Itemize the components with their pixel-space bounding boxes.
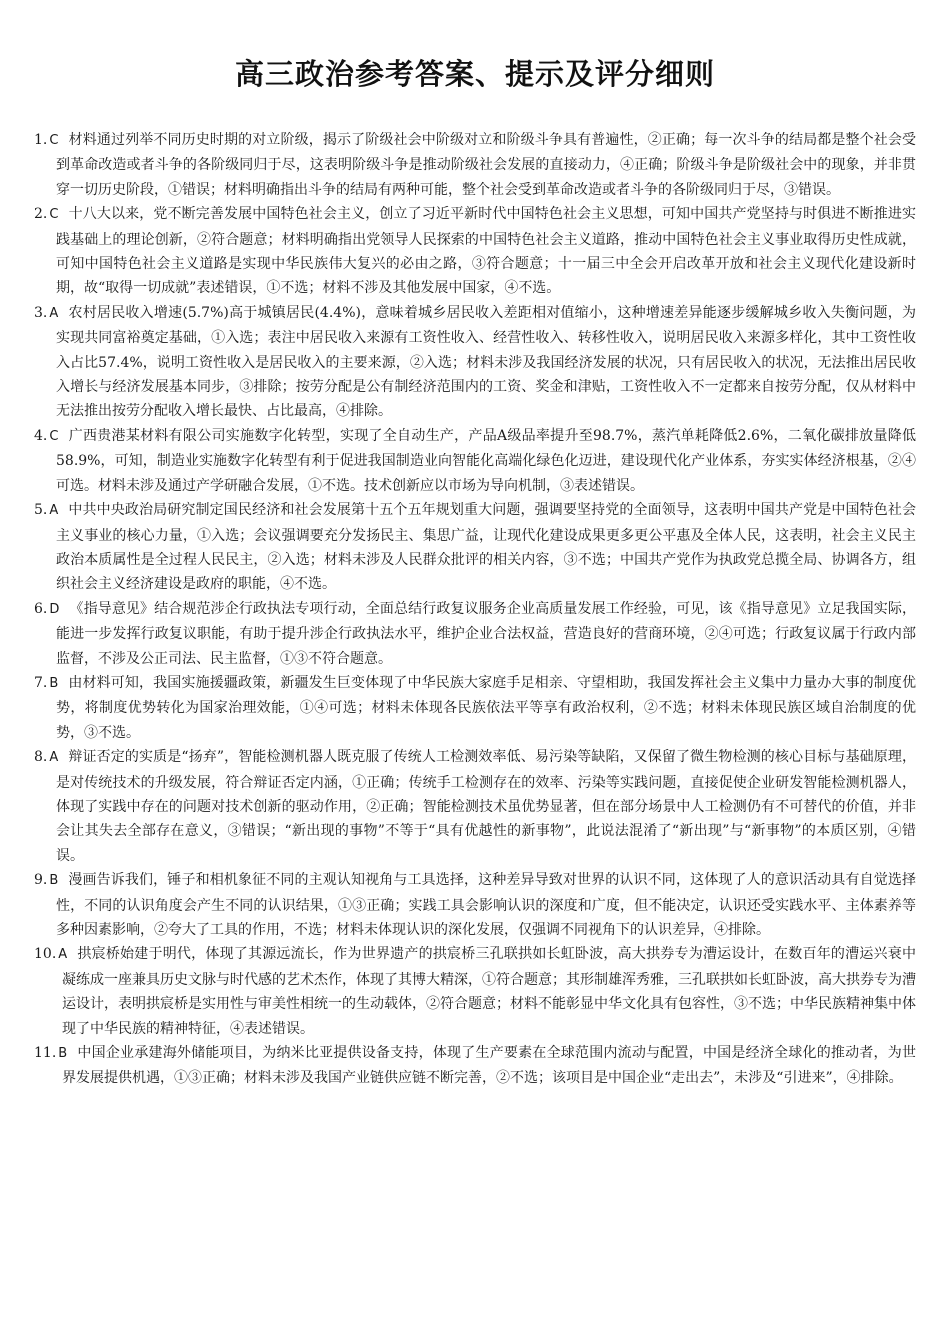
item-number: 10. bbox=[34, 946, 57, 963]
answer-item-2 bbox=[34, 202, 916, 301]
answer-key: D bbox=[49, 601, 60, 617]
answer-key: C bbox=[49, 428, 59, 444]
answer-item-1 bbox=[34, 128, 916, 202]
answer-item-6 bbox=[34, 597, 916, 671]
answer-key: A bbox=[49, 503, 59, 519]
explanation-text: 《指导意见》结合规范涉企行政执法专项行动，全面总结行政复议服务企业高质量发展工作经验，可见，该《指导意见》立足我国实际，能进一步发挥行政复议职能，有助于提升涉企行政执法水平，维护企业合法权益，营造良好的营商环境，②④可选；行政复议属于行政内部监督，不涉及公正司法、民主监督，①③不符合题意。 bbox=[56, 600, 916, 667]
item-number: 4. bbox=[34, 427, 48, 444]
answer-key: A bbox=[49, 305, 59, 321]
item-number: 8. bbox=[34, 749, 48, 766]
explanation-text: 材料通过列举不同历史时期的对立阶级，揭示了阶级社会中阶级对立和阶级斗争具有普遍性，②正确；每一次斗争的结局都是整个社会受到革命改造或者斗争的各阶级同归于尽，这表明阶级斗争是推动阶级社会发展的直接动力，④正确；阶级斗争是阶级社会中的现象，并非贯穿一切历史阶段，①错误；材料明确指出斗争的结局有两种可能，整个社会受到革命改造或者斗争的各阶级同归于尽，③错误。 bbox=[56, 132, 916, 198]
item-number: 6. bbox=[34, 600, 48, 617]
answer-key: A bbox=[49, 750, 59, 766]
item-number: 11. bbox=[34, 1045, 57, 1062]
explanation-text: 十八大以来，党不断完善发展中国特色社会主义，创立了习近平新时代中国特色社会主义思想，可知中国共产党坚持与时俱进不断推进实践基础上的理论创新，②符合题意；材料明确指出党领导人民探索的中国特色社会主义道路，推动中国特色社会主义事业取得历史性成就，可知中国特色社会主义道路是实现中华民族伟大复兴的必由之路，③符合题意；十一届三中全会开启改革开放和社会主义现代化建设新时期，故“取得一切成就”表述错误，①不选；材料不涉及其他发展中国家，④不选。 bbox=[56, 206, 916, 297]
answer-item-8 bbox=[34, 745, 916, 868]
answer-key: C bbox=[49, 133, 59, 148]
explanation-text: 漫画告诉我们，锤子和相机象征不同的主观认知视角与工具选择，这种差异导致对世界的认识不同，这体现了人的意识活动具有自觉选择性，不同的认识角度会产生不同的认识结果，①③正确；实践工具会影响认识的深度和广度，但不能决定，认识还受实践水平、主体素养等多种因素影响，②夸大了工具的作用，不选；材料未体现认识的深化发展，仅强调不同视角下的认识差异，④排除。 bbox=[56, 872, 916, 938]
item-number: 2. bbox=[34, 206, 48, 223]
answer-item-9 bbox=[34, 868, 916, 942]
answer-key: A bbox=[58, 947, 68, 963]
answer-item-5 bbox=[34, 498, 916, 597]
answer-item-10 bbox=[34, 942, 916, 1041]
answer-item-3 bbox=[34, 301, 916, 424]
answer-key: B bbox=[49, 675, 59, 691]
answer-key: B bbox=[58, 1046, 68, 1062]
explanation-text: 由材料可知，我国实施援疆政策，新疆发生巨变体现了中华民族大家庭手足相亲、守望相助，我国发挥社会主义集中力量办大事的制度优势，将制度优势转化为国家治理效能，①④可选；材料未体现各民族依法平等享有政治权利，②不选；材料未体现民族区域自治制度的优势，③不选。 bbox=[56, 674, 916, 741]
item-number: 5. bbox=[34, 502, 48, 519]
explanation-text: 广西贵港某材料有限公司实施数字化转型，实现了全自动生产，产品A级品率提升至98.7%，蒸汽单耗降低2.6%，二氧化碳排放量降低58.9%，可知，制造业实施数字化转型有利于促进我国制造业向智能化高端化绿色化迈进，建设现代化产业体系，夯实实体经济根基，②④可选。材料未涉及通过产学研融合发展，①不选。技术创新应以市场为导向机制，③表述错误。 bbox=[56, 427, 916, 494]
answer-key: B bbox=[49, 873, 59, 889]
explanation-text: 辩证否定的实质是“扬弃”，智能检测机器人既克服了传统人工检测效率低、易污染等缺陷，又保留了微生物检测的核心目标与基础原理，是对传统技术的升级发展，符合辩证否定内涵，①正确；传统手工检测存在的效率、污染等实践问题，直接促使企业研发智能检测机器人，体现了实践中存在的问题对技术创新的驱动作用，②正确；智能检测技术虽优势显著，但在部分场景中人工检测仍有不可替代的价值，并非会让其失去全部存在意义，③错误；“新出现的事物”不等于“具有优越性的新事物”，此说法混淆了“新出现”与“新事物”的本质区别，④错误。 bbox=[56, 749, 916, 864]
explanation-text: 中共中央政治局研究制定国民经济和社会发展第十五个五年规划重大问题，强调要坚持党的全面领导，这表明中国共产党是中国特色社会主义事业的核心力量，①入选；会议强调要充分发扬民主、集思广益，让现代化建设成果更多更公平惠及全体人民，这表明，社会主义民主政治本质属性是全过程人民民主，②入选；材料未涉及人民群众批评的相关内容，③不选；中国共产党作为执政党总揽全局、协调各方，组织社会主义经济建设是政府的职能，④不选。 bbox=[56, 502, 916, 593]
answer-item-4 bbox=[34, 424, 916, 498]
answer-key: C bbox=[49, 207, 59, 223]
item-number: 3. bbox=[34, 304, 48, 321]
item-number: 7. bbox=[34, 674, 48, 691]
item-number: 9. bbox=[34, 872, 48, 889]
item-number: 1. bbox=[34, 132, 48, 148]
page-title: 高三政治参考答案、提示及评分细则 bbox=[234, 57, 715, 91]
explanation-text: 农村居民收入增速(5.7%)高于城镇居民(4.4%)，意味着城乡居民收入差距相对值缩小，这种增速差异能逐步缓解城乡收入失衡问题，为实现共同富裕奠定基础，①入选；表注中居民收入来源有工资性收入、经营性收入、转移性收入，说明居民收入来源多样化，其中工资性收入占比57.4%，说明工资性收入是居民收入的主要来源，②入选；材料未涉及我国经济发展的状况，只有居民收入的状况，无法推出居民收入增长与经济发展基本同步，③排除；按劳分配是公有制经济范围内的工资、奖金和津贴，工资性收入不一定都来自按劳分配，仅从材料中无法推出按劳分配收入增长最快、占比最高，④排除。 bbox=[56, 304, 916, 420]
answer-item-11 bbox=[34, 1041, 916, 1091]
answer-list bbox=[34, 128, 916, 1091]
explanation-text: 拱宸桥始建于明代，体现了其源远流长，作为世界遗产的拱宸桥三孔联拱如长虹卧波，高大拱券专为漕运设计，在数百年的漕运兴衰中凝练成一座兼具历史文脉与时代感的艺术杰作，体现了其博大精深，①符合题意；其形制雄浑秀雅，三孔联拱如长虹卧波，高大拱券专为漕运设计，表明拱宸桥是实用性与审美性相统一的生动载体，②符合题意；材料不能彰显中华文化具有包容性，③不选；中华民族精神集中体现了中华民族的精神特征，④表述错误。 bbox=[62, 946, 916, 1037]
explanation-text: 中国企业承建海外储能项目，为纳米比亚提供设备支持，体现了生产要素在全球范围内流动与配置，中国是经济全球化的推动者，为世界发展提供机遇，①③正确；材料未涉及我国产业链供应链不断完善，②不选；该项目是中国企业“走出去”，未涉及“引进来”，④排除。 bbox=[62, 1045, 916, 1087]
answer-item-7 bbox=[34, 671, 916, 745]
